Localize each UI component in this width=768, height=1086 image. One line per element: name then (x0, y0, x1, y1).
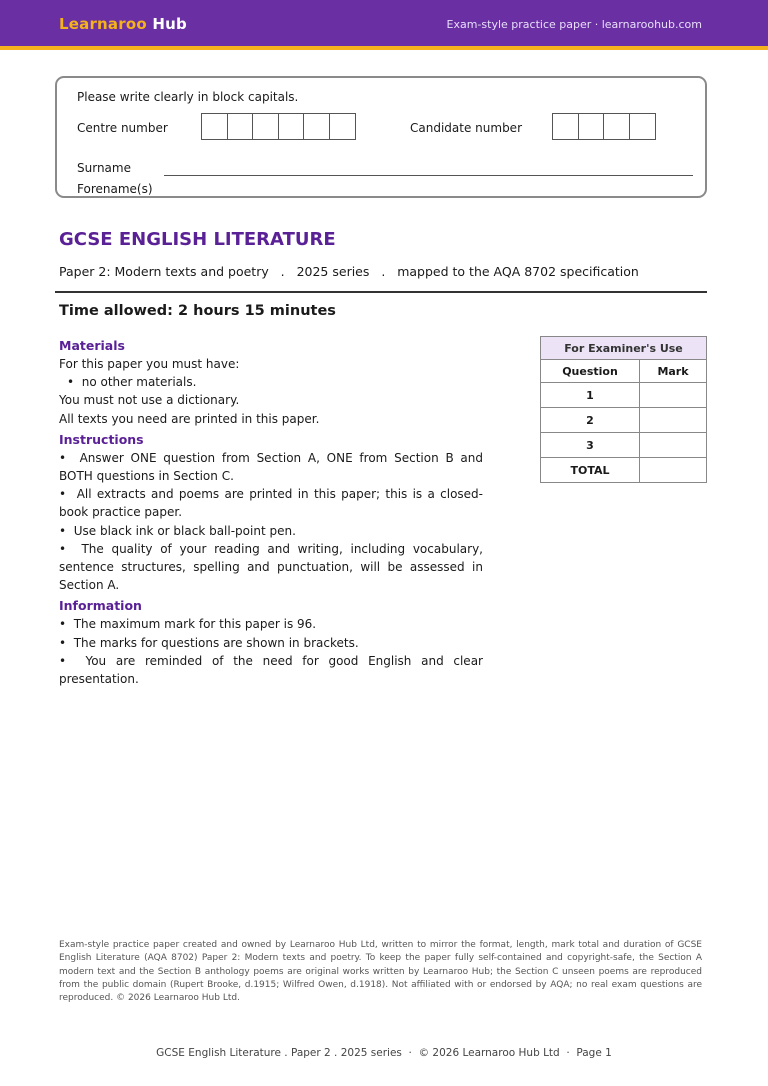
candidate-digit-box[interactable] (579, 114, 605, 139)
table-row (541, 458, 707, 483)
total-mark-cell[interactable] (640, 458, 707, 483)
information-item: • You are reminded of the need for good English and clear presentation. (59, 653, 483, 687)
instruction-text: Answer ONE question from Section A, ONE from Section B and BOTH questions in Section C. (59, 450, 484, 484)
surname-line[interactable] (164, 175, 693, 176)
instruction-text: Use black ink or black ball-point pen. (73, 523, 296, 538)
question-number: 3 (541, 433, 640, 458)
centre-digit-box[interactable] (253, 114, 279, 139)
centre-digit-box[interactable] (279, 114, 305, 139)
question-column-header: Question (541, 360, 640, 383)
table-row (541, 383, 707, 408)
examiner-use-table (540, 336, 707, 483)
candidate-details-box (55, 76, 707, 198)
header-tagline: Exam-style practice paper · learnaroohub.com (446, 18, 702, 31)
centre-digit-box[interactable] (330, 114, 356, 139)
information-item: • The maximum mark for this paper is 96. (59, 617, 317, 632)
page-title: GCSE ENGLISH LITERATURE (59, 229, 336, 250)
forename-label: Forename(s) (77, 182, 153, 196)
materials-line: All texts you need are printed in this paper. (59, 411, 320, 426)
mark-cell[interactable] (640, 383, 707, 408)
materials-heading: Materials (59, 338, 125, 353)
instruction-item: • Answer ONE question from Section A, ONE from Section B and BOTH questions in Section C. (59, 450, 484, 484)
materials-line: You must not use a dictionary. (59, 393, 240, 408)
materials-line: For this paper you must have: (59, 357, 240, 371)
information-item: • The marks for questions are shown in brackets. (59, 635, 359, 650)
subtitle-separator: . (381, 264, 386, 279)
table-row (541, 433, 707, 458)
table-row (541, 408, 707, 433)
information-text: The maximum mark for this paper is 96. (73, 617, 317, 632)
examiner-table-caption: For Examiner's Use (541, 337, 707, 360)
brand-name-part2: Hub (152, 15, 187, 33)
brand-name-part1: Learnaroo (59, 15, 147, 33)
materials-bullet: • no other materials. (67, 375, 197, 390)
instruction-text: All extracts and poems are printed in this paper; this is a closed-book practice paper. (59, 487, 484, 520)
copyright-disclaimer: Exam-style practice paper created and owned by Learnaroo Hub Ltd, written to mirror the format, length, mark total and duration of GCSE English Literature (AQA 8702) Paper 2: Modern texts and poetry. To keep the paper fully self-contained and copyright-safe, the Section A modern text and the Section B anthology poems are original works written by Learnaroo Hub; the Section C unseen poems are reproduced from the public domain (Rupert Brooke, d.1915; Wilfred Owen, d.1918). Not affiliated with or endorsed by AQA; no real exam questions are reproduced. © 2026 Learnaroo Hub Ltd. (59, 940, 702, 1004)
centre-digit-box[interactable] (304, 114, 330, 139)
total-label: TOTAL (541, 458, 640, 483)
instructions-heading: Instructions (59, 431, 144, 447)
instruction-text: The quality of your reading and writing, including vocabulary, sentence structures, spelling and punctuation, will be assessed in Section A. (59, 541, 483, 593)
candidate-digit-box[interactable] (604, 114, 630, 139)
front-cover-content (59, 336, 483, 688)
question-number: 1 (541, 383, 640, 408)
information-text: You are reminded of the need for good English and clear presentation. (59, 653, 483, 687)
subtitle-spec: mapped to the AQA 8702 specification (397, 264, 639, 279)
paper-subtitle (59, 264, 639, 279)
candidate-number-label: Candidate number (410, 121, 522, 135)
materials-bullet-text: no other materials. (81, 375, 197, 390)
mark-cell[interactable] (640, 408, 707, 433)
centre-number-boxes[interactable] (201, 113, 356, 140)
divider (55, 291, 707, 293)
surname-label: Surname (77, 161, 131, 175)
page-footer: GCSE English Literature . Paper 2 . 2025 series · © 2026 Learnaroo Hub Ltd · Page 1 (156, 1047, 612, 1059)
brand-logo (59, 15, 187, 33)
instruction-item: • Use black ink or black ball-point pen. (59, 523, 296, 538)
candidate-digit-box[interactable] (553, 114, 579, 139)
subtitle-separator: . (280, 264, 285, 279)
mark-column-header: Mark (640, 360, 707, 383)
time-allowed: Time allowed: 2 hours 15 minutes (59, 303, 336, 319)
information-heading: Information (59, 598, 142, 614)
centre-digit-box[interactable] (202, 114, 228, 139)
candidate-digit-box[interactable] (630, 114, 656, 139)
block-capitals-instruction: Please write clearly in block capitals. (77, 90, 299, 104)
instruction-item: • All extracts and poems are printed in this paper; this is a closed-book practice paper. (59, 487, 484, 520)
subtitle-paper: Paper 2: Modern texts and poetry (59, 264, 269, 279)
mark-cell[interactable] (640, 433, 707, 458)
subtitle-series: 2025 series (296, 264, 370, 279)
centre-number-label: Centre number (77, 121, 168, 135)
question-number: 2 (541, 408, 640, 433)
header-bar (0, 0, 768, 50)
candidate-number-boxes[interactable] (552, 113, 656, 140)
information-text: The marks for questions are shown in brackets. (73, 635, 359, 650)
instruction-item: • The quality of your reading and writing, including vocabulary, sentence structures, spelling and punctuation, will be assessed in Section A. (59, 541, 483, 593)
centre-digit-box[interactable] (228, 114, 254, 139)
